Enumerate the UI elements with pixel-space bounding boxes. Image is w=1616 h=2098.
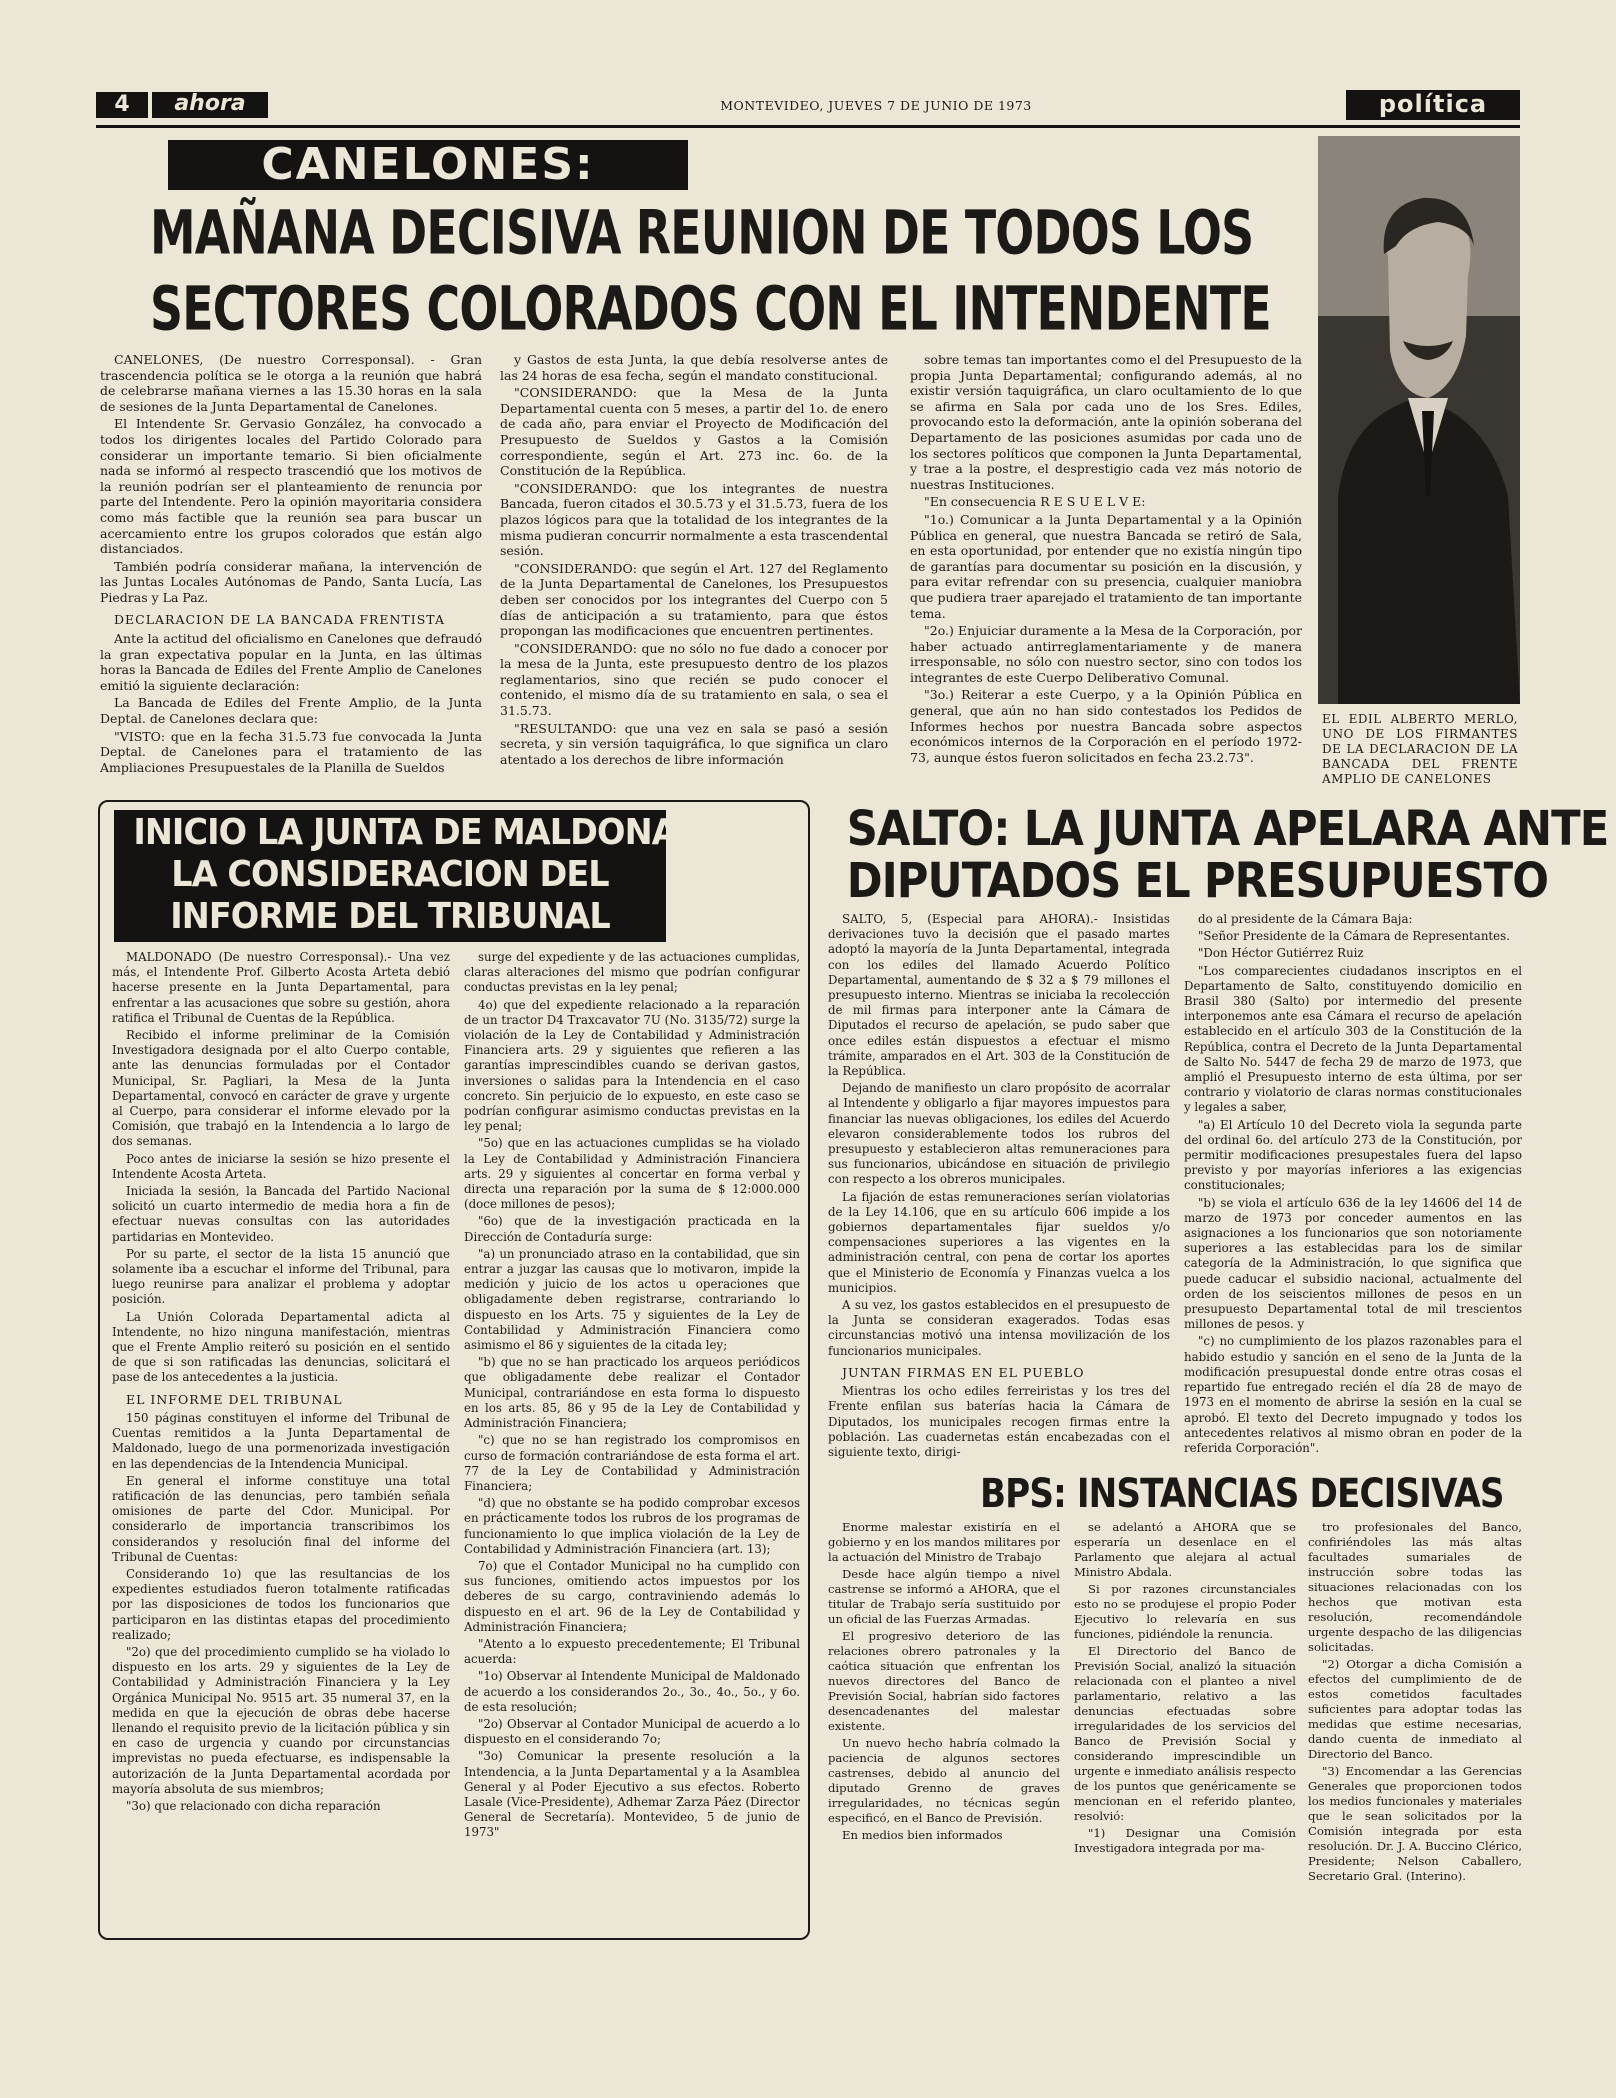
subhead: JUNTAN FIRMAS EN EL PUEBLO bbox=[842, 1364, 1085, 1380]
bps-column-1 bbox=[828, 1520, 1060, 1940]
paragraph: "d) que no obstante se ha podido comprobar excesos en prácticamente todos los rubros de los programas de funcionamiento lo que implica violación de la Ley de Contabilidad y Administración Financiera (art. 13); bbox=[464, 1496, 800, 1556]
paragraph: surge del expediente y de las actuaciones cumplidas, claras alteraciones del mismo que podrían configurar conductas previstas en la ley penal; bbox=[464, 950, 800, 995]
man-portrait-icon bbox=[1318, 136, 1520, 704]
paragraph: "6o) que de la investigación practicada en la Dirección de Contaduría surge: bbox=[464, 1214, 800, 1244]
bps-column-3 bbox=[1308, 1520, 1522, 1940]
paragraph: Considerando 1o) que las resultancias de los expedientes estudiados fueron totalmente ratificadas por las disposiciones de todos los funcionarios que participaron en las distintas etapas del procedimiento realizado; bbox=[112, 1566, 450, 1642]
canelones-column-3 bbox=[910, 352, 1302, 792]
subhead: DECLARACION DE LA BANCADA FRENTISTA bbox=[114, 611, 445, 627]
paragraph: "2o) que del procedimiento cumplido se ha violado lo dispuesto en los arts. 29 y siguientes de la Ley de Contabilidad y Administración Financiera y la Ley Orgánica Municipal No. 9515 art. 35 numeral 37, en la medida en que la ejecución de obras debe hacerse llenando el requisito previo de la licitación pública y sin en caso de urgencia y cuando por circunstancias imprevistas no pueda efectuarse, es indispensable la autorización de la Junta Departamental acordada por mayoría absoluta de sus miembros; bbox=[112, 1644, 450, 1796]
page-number: 4 bbox=[96, 92, 148, 118]
paragraph: "En consecuencia R E S U E L V E: bbox=[924, 494, 1146, 510]
paragraph: Un nuevo hecho habría colmado la paciencia de algunos sectores castrenses, debido al anuncio del diputado Grenno de graves irregularidades, no técnicas según especificó, en el Banco de Previsión. bbox=[828, 1736, 1060, 1825]
paragraph: "CONSIDERANDO: que los integrantes de nuestra Bancada, fueron citados el 30.5.73 y el 31.5.73, fuera de los plazos lógicos para que la totalidad de los integrantes de la misma pudieran concurrir normalmente a esta trascendental sesión. bbox=[500, 480, 888, 559]
paragraph: "3o) Comunicar la presente resolución a la Intendencia, a la Junta Departamental y a la Asamblea General y al Poder Ejecutivo a sus efectos. Roberto Lasale (Vice-Presidente), Adhemar Zarza Páez (Director General de Secretaría). Montevideo, 5 de junio de 1973" bbox=[464, 1749, 800, 1840]
paragraph: "3o) que relacionado con dicha reparación bbox=[126, 1798, 381, 1813]
paragraph: Iniciada la sesión, la Bancada del Partido Nacional solicitó un cuarto intermedio de media hora a fin de efectuar nuevas consultas con las autoridades partidarias en Montevideo. bbox=[112, 1184, 450, 1244]
paragraph: Desde hace algún tiempo a nivel castrense se informó a AHORA, que el titular de Trabajo sería sustituido por un oficial de las Fuerzas Armadas. bbox=[828, 1567, 1060, 1626]
paragraph: "Don Héctor Gutiérrez Ruiz bbox=[1198, 946, 1364, 961]
subhead: EL INFORME DEL TRIBUNAL bbox=[126, 1391, 343, 1407]
paragraph: Mientras los ocho ediles ferreiristas y los tres del Frente enfilan sus baterías hacia la Cámara de Diputados, los municipales recogen firmas entre la población. Las cuadernetas están encabezadas con el siguiente texto, dirigi- bbox=[828, 1384, 1170, 1459]
salto-column-1 bbox=[828, 912, 1170, 1462]
paragraph: En general el informe constituye una total ratificación de las denuncias, pero también señala omisiones de parte del Cdor. Municipal. Por considerarlo de importancia transcribimos los considerandos y resolución final del informe del Tribunal de Cuentas: bbox=[112, 1473, 450, 1564]
maldonado-column-2 bbox=[464, 950, 800, 1930]
canelones-column-2 bbox=[500, 352, 888, 792]
paragraph: "2o.) Enjuiciar duramente a la Mesa de la Corporación, por haber actuado antirreglamentariamente y de manera irresponsable, no sólo con nuestro sector, sino con todos los integrantes de este Cuerpo Deliberativo Comunal. bbox=[910, 623, 1302, 685]
maldonado-headline-block bbox=[114, 810, 732, 942]
paragraph: "1) Designar una Comisión Investigadora integrada por ma- bbox=[1074, 1826, 1296, 1855]
paragraph: "2o) Observar al Contador Municipal de acuerdo a lo dispuesto en el considerando 7o; bbox=[464, 1716, 800, 1747]
paragraph: "c) no cumplimiento de los plazos razonables para el habido estudio y sanción en el seno de la Junta de la modificación presupuestal donde entre otras cosas el repartido fue entregado recién el día 28 de mayo de 1973 en el momento de abrirse la sesión en la cual se aprobó. El texto del Decreto impugnado y todos los antecedentes relativos al mismo obran en poder de la referida Corporación". bbox=[1184, 1334, 1522, 1455]
paragraph: "a) un pronunciado atraso en la contabilidad, que sin entrar a juzgar las causas que lo motivaron, impide la medición y juicio de los actos u operaciones que obligadamente deben registrarse, contrariando lo dispuesto en los Arts. 75 y siguientes de la Ley de Contabilidad y Administración Financiera como asimismo el 86 y siguientes de la citada ley; bbox=[464, 1246, 800, 1353]
paragraph: "Atento a lo expuesto precedentemente; El Tribunal acuerda: bbox=[464, 1636, 800, 1667]
maldonado-headline-line1: INICIO LA JUNTA DE MALDONADO bbox=[133, 812, 732, 853]
paragraph: "VISTO: que en la fecha 31.5.73 fue convocada la Junta Deptal. de Canelones para el tratamiento de las Ampliaciones Presupuestales de la Planilla de Sueldos bbox=[100, 728, 482, 775]
paragraph: "Los comparecientes ciudadanos inscriptos en el Departamento de Salto, constituyendo domicilio en Brasil 380 (Salto) por intermedio del presente interponemos ante esa Cámara el recurso de apelación establecido en el artículo 303 de la Constitución de la República, contra el Decreto de la Junta Departamental de Salto No. 5447 de fecha 29 de marzo de 1973, que amplió el Presupuesto interno de esta última, por ser contrario y violatorio de claras normas constitucionales y legales a saber, bbox=[1184, 963, 1522, 1115]
masthead bbox=[96, 90, 1520, 122]
canelones-headline-line1: MAÑANA DECISIVA REUNION DE TODOS LOS bbox=[150, 197, 1254, 269]
dateline: MONTEVIDEO, JUEVES 7 DE JUNIO DE 1973 bbox=[720, 98, 1032, 113]
paragraph: "3) Encomendar a las Gerencias Generales que proporcionen todos los medios funcionales y materiales que le sean solicitados por la Comisión integrada por esta resolución. Dr. J. A. Buccino Clérico, Presidente; Nelson Caballero, Secretario Gral. (Interino). bbox=[1308, 1764, 1522, 1883]
paragraph: se adelantó a AHORA que se esperaría un desenlace en el Parlamento que alejara al actual Ministro Abdala. bbox=[1074, 1520, 1296, 1579]
paragraph: Dejando de manifiesto un claro propósito de acorralar al Intendente y obligarlo a fijar mayores impuestos para financiar las nuevas obligaciones, los ediles del Acuerdo elevaron considerablemente todos los rubros del presupuesto y establecieron altas remuneraciones para sus funcionarios, ubicándose en situación de privilegio con respecto a los obreros municipales. bbox=[828, 1081, 1170, 1187]
photo-caption: EL EDIL ALBERTO MERLO, UNO DE LOS FIRMANTES DE LA DECLARACION DE LA BANCADA DEL FRENTE AMPLIO DE CANELONES bbox=[1322, 712, 1518, 786]
paragraph: "3o.) Reiterar a este Cuerpo, y a la Opinión Pública en general, que aún no han sido contestados los Pedidos de Informes hechos por nuestra Bancada sobre aspectos económicos internos de la Corporación en el período 1972-73, aunque éstos fueron solicitados en fecha 23.2.73". bbox=[910, 687, 1302, 765]
paragraph: "CONSIDERANDO: que no sólo no fue dado a conocer por la mesa de la Junta, este presupuesto dentro de los plazos reglamentarios, sino que recién se pudo conocer el contenido, el mismo día de su tratamiento en sala, o sea el 31.5.73. bbox=[500, 640, 888, 719]
section-label: política bbox=[1346, 90, 1520, 120]
paragraph: "Señor Presidente de la Cámara de Representantes. bbox=[1198, 929, 1510, 944]
paragraph: 7o) que el Contador Municipal no ha cumplido con sus funciones, omitiendo actos impuestos por los deberes de su cargo, contraviniendo además lo dispuesto en el art. 96 de la Ley de Contabilidad y Administración Financiera; bbox=[464, 1558, 800, 1634]
canelones-column-1 bbox=[100, 352, 482, 792]
paragraph: "c) que no se han registrado los compromisos en curso de formación contrariándose de esta forma el art. 77 de la Ley de Contabilidad y Administración Financiera; bbox=[464, 1433, 800, 1493]
paragraph: Enorme malestar existiría en el gobierno y en los mandos militares por la actuación del Ministro de Trabajo bbox=[828, 1520, 1060, 1564]
paragraph: CANELONES, (De nuestro Corresponsal). - Gran trascendencia política se le otorga a la reunión que habrá de celebrarse mañana viernes a las 15.30 horas en la sala de sesiones de la Junta Departamental de Canelones. bbox=[100, 352, 482, 414]
paragraph: do al presidente de la Cámara Baja: bbox=[1198, 912, 1413, 926]
maldonado-headline-line3: INFORME DEL TRIBUNAL bbox=[170, 896, 610, 937]
paper-name-logo: ahora bbox=[152, 92, 268, 118]
paragraph: "RESULTANDO: que una vez en sala se pasó a sesión secreta, y sin versión taquigráfica, lo que significa un claro atentado a los derechos de libre información bbox=[500, 720, 888, 767]
paragraph: 4o) que del expediente relacionado a la reparación de un tractor D4 Traxcavator 7U (No. 3135/72) surge la violación de la Ley de Contabilidad y Administración Financiera arts. 29 y siguientes que refieren a las garantías imprescindibles cuando se derivan gastos, inversiones o salidas para la Intendencia en el caso concreto. Sin perjuicio de lo expuesto, en este caso se podrían configurar asimismo conductas previstas en la ley penal; bbox=[464, 997, 800, 1134]
paragraph: También podría considerar mañana, la intervención de las Juntas Locales Autónomas de Pando, Santa Lucía, Las Piedras y La Paz. bbox=[100, 558, 482, 605]
paragraph: Recibido el informe preliminar de la Comisión Investigadora designada por el alto Cuerpo contable, ante las denuncias formuladas por el Contador Municipal, Sr. Pagliari, la Mesa de la Junta Departamental, convocó en carácter de grave y urgente al Cuerpo, para considerar el informe elevado por la Comisión, que trabajó en la Intendencia a lo largo de dos semanas. bbox=[112, 1028, 450, 1149]
paragraph: "CONSIDERANDO: que según el Art. 127 del Reglamento de la Junta Departamental de Canelones, los Presupuestos deben ser conocidos por los integrantes del Cuerpo con 5 días de anticipación a su tratamiento, para que éstos propongan las modificaciones que encuentren pertinentes. bbox=[500, 560, 888, 639]
canelones-kicker-text: CANELONES: bbox=[261, 139, 595, 190]
paragraph: La Bancada de Ediles del Frente Amplio, de la Junta Deptal. de Canelones declara que: bbox=[100, 695, 482, 727]
paragraph: "1o.) Comunicar a la Junta Departamental y a la Opinión Pública en general, que nuestra Bancada se retiró de Sala, en esta oportunidad, por entender que no existía ningún tipo de garantías para documentar su posición en la discusión, y para evitar refrendar con su presencia, cualquier maniobra que pudiera traer aparejado el tratamiento de tan importante tema. bbox=[910, 511, 1302, 621]
paragraph: Ante la actitud del oficialismo en Canelones que defraudó la gran expectativa popular en la Junta, en las últimas horas la Bancada de Ediles del Frente Amplio de Canelones emitió la siguiente declaración: bbox=[100, 631, 482, 693]
salto-headline-line1: SALTO: LA JUNTA APELARA ANTE bbox=[846, 800, 1609, 857]
paragraph: "5o) que en las actuaciones cumplidas se ha violado la Ley de Contabilidad y Administración Financiera arts. 29 y siguientes al concertar en forma verbal y directa una reparación por la suma de $ 12:000.000 (doce millones de pesos); bbox=[464, 1136, 800, 1212]
bps-column-2 bbox=[1074, 1520, 1296, 1940]
paragraph: Si por razones circunstanciales esto no se produjese el propio Poder Ejecutivo lo relevaría en sus funciones, pidiéndole la renuncia. bbox=[1074, 1582, 1296, 1641]
paragraph: El Intendente Sr. Gervasio González, ha convocado a todos los dirigentes locales del Partido Colorado para considerar un importante temario. Si bien oficialmente nada se informó al respecto trascendió que los motivos de la reunión podrían ser el planteamiento de renuncia por parte del Intendente. Pero la opinión mayoritaria considera como más factible que la reunión sea para buscar un acercamiento entre los grupos colorados que están algo distanciados. bbox=[100, 416, 482, 557]
paragraph: "b) que no se han practicado los arqueos periódicos que obligadamente debe realizar el Contador Municipal, contrariándose en esta forma lo dispuesto en los arts. 85, 86 y 95 de la Ley de Contabilidad y Administración Financiera; bbox=[464, 1355, 800, 1431]
canelones-headline-line2: SECTORES COLORADOS CON EL INTENDENTE bbox=[150, 273, 1271, 345]
salto-headline bbox=[826, 800, 1609, 910]
masthead-rule bbox=[96, 125, 1520, 128]
salto-headline-line2: DIPUTADOS EL PRESUPUESTO bbox=[846, 852, 1549, 909]
paragraph: El Directorio del Banco de Previsión Social, analizó la situación relacionada con el planteo a nivel parlamentario, relativo a las denuncias efectuadas sobre irregularidades de los servicios del Banco de Previsión Social y considerando imprescindible un urgente e inmediato análisis respecto de los puntos que genéricamente se mencionan en el referido planteo, resolvió: bbox=[1074, 1644, 1296, 1823]
paragraph: "CONSIDERANDO: que la Mesa de la Junta Departamental cuenta con 5 meses, a partir del 1o. de enero de cada año, para enviar el Proyecto de Modificación del Presupuesto de Sueldos y Gastos a la Comisión correspondiente, según el Art. 273 inc. 6o. de la Constitución de la República. bbox=[500, 385, 888, 479]
maldonado-column-1 bbox=[112, 950, 450, 1930]
bps-headline bbox=[980, 1470, 1520, 1516]
paragraph: Poco antes de iniciarse la sesión se hizo presente el Intendente Acosta Arteta. bbox=[112, 1151, 450, 1181]
paragraph: "b) se viola el artículo 636 de la ley 14606 del 14 de marzo de 1973 por conceder aumentos en las asignaciones a los funcionarios que son notoriamente superiores a las establecidas para los de similar categoría de la Administración, lo que significa que puede caducar el subsidio nacional, actualmente del orden de los seiscientos millones de pesos en un presupuesto Departamental total de mil trescientos millones de pesos. y bbox=[1184, 1195, 1522, 1332]
paragraph: tro profesionales del Banco, confiriéndoles las más altas facultades sumariales de instrucción sobre todas las situaciones relacionadas con los hechos que motivan esta resolución, recomendándole urgente despacho de las diligencias solicitadas. bbox=[1308, 1520, 1522, 1654]
bps-headline-text: BPS: INSTANCIAS DECISIVAS bbox=[980, 1470, 1504, 1517]
paragraph: A su vez, los gastos establecidos en el presupuesto de la Junta se consideran exagerados. Todas esas circunstancias motivó una intensa movilización de los funcionarios municipales. bbox=[828, 1298, 1170, 1358]
paragraph: 150 páginas constituyen el informe del Tribunal de Cuentas remitidos a la Junta Departamental de Maldonado, luego de una pormenorizada investigación en las dependencias de la Intendencia Municipal. bbox=[112, 1410, 450, 1471]
paragraph: MALDONADO (De nuestro Corresponsal).- Una vez más, el Intendente Prof. Gilberto Acosta Arteta debió hacerse presente en la Junta Departamental, para enfrentar a las acusaciones que sobre su gestión, ahora ratifica el Tribunal de Cuentas de la República. bbox=[112, 950, 450, 1025]
paragraph: El progresivo deterioro de las relaciones obrero patronales y la caótica situación que enfrentan los nuevos directores del Banco de Previsión Social, habrían sido factores desencadenantes del malestar existente. bbox=[828, 1629, 1060, 1733]
paragraph: y Gastos de esta Junta, la que debía resolverse antes de las 24 horas de esa fecha, según el mandato constitucional. bbox=[500, 352, 888, 383]
maldonado-headline-line2: LA CONSIDERACION DEL bbox=[171, 854, 609, 895]
paragraph: Por su parte, el sector de la lista 15 anunció que solamente iba a escuchar el informe del Tribunal, para luego reunirse para analizar el problema y adoptar posición. bbox=[112, 1246, 450, 1307]
salto-column-2 bbox=[1184, 912, 1522, 1462]
paragraph: "1o) Observar al Intendente Municipal de Maldonado de acuerdo a los considerandos 2o., 3o., 4o., 5o., y 6o. de esta resolución; bbox=[464, 1669, 800, 1714]
portrait-photo bbox=[1318, 136, 1520, 704]
paragraph: En medios bien informados bbox=[842, 1828, 1003, 1842]
paragraph: La Unión Colorada Departamental adicta al Intendente, no hizo ninguna manifestación, mientras que el Frente Amplio reiteró su posición en el sentido de que si son ratificadas las denuncias, solicitará el pase de los antecedentes a la justicia. bbox=[112, 1309, 450, 1385]
paragraph: La fijación de estas remuneraciones serían violatorias de la Ley 14.106, que en su artículo 606 impide a los gobiernos departamentales fijar sueldos y/o compensaciones superiores a las vigentes en la administración central, con pena de cortar los aportes que el Ministerio de Economía y Finanzas vuelca a los municipios. bbox=[828, 1189, 1170, 1295]
paragraph: SALTO, 5, (Especial para AHORA).- Insistidas derivaciones tuvo la decisión que el pasado martes adoptó la mayoría de la Junta Departamental, integrada con los ediles del llamado Acuerdo Político Departamental, aumentando de $ 32 a $ 79 millones el presupuesto interno. Mientras se iniciaba la recolección de mil firmas para interponer ante la Cámara de Diputados el recurso de apelación, se pudo saber que once ediles están dispuestos a efectuar el mismo trámite, amparados en el Art. 303 de la Constitución de la República. bbox=[828, 912, 1170, 1079]
paragraph: "2) Otorgar a dicha Comisión a efectos del cumplimiento de de estos cometidos facultades suficientes para adoptar todas las medidas que estime necesarias, dando cuenta de inmediato al Directorio del Banco. bbox=[1308, 1657, 1522, 1761]
paragraph: sobre temas tan importantes como el del Presupuesto de la propia Junta Departamental; configurando además, al no existir versión taquigráfica, un claro ocultamiento de lo que se afirma en Sala por cada uno de los Sres. Ediles, provocando esto la deformación, ante la opinión soberana del Departamento de las posiciones asumidas por cada uno de los sectores políticos que componen la Junta Departamental, y trae a la postre, el desprestigio cada vez más notorio de nuestras Instituciones. bbox=[910, 352, 1302, 492]
paragraph: "a) El Artículo 10 del Decreto viola la segunda parte del ordinal 6o. del artículo 273 de la Constitución, por permitir modificaciones presupestales fuera del lapso previsto y por mayorías inferiores a las exigencias constitucionales; bbox=[1184, 1117, 1522, 1193]
canelones-headline bbox=[150, 196, 1300, 346]
